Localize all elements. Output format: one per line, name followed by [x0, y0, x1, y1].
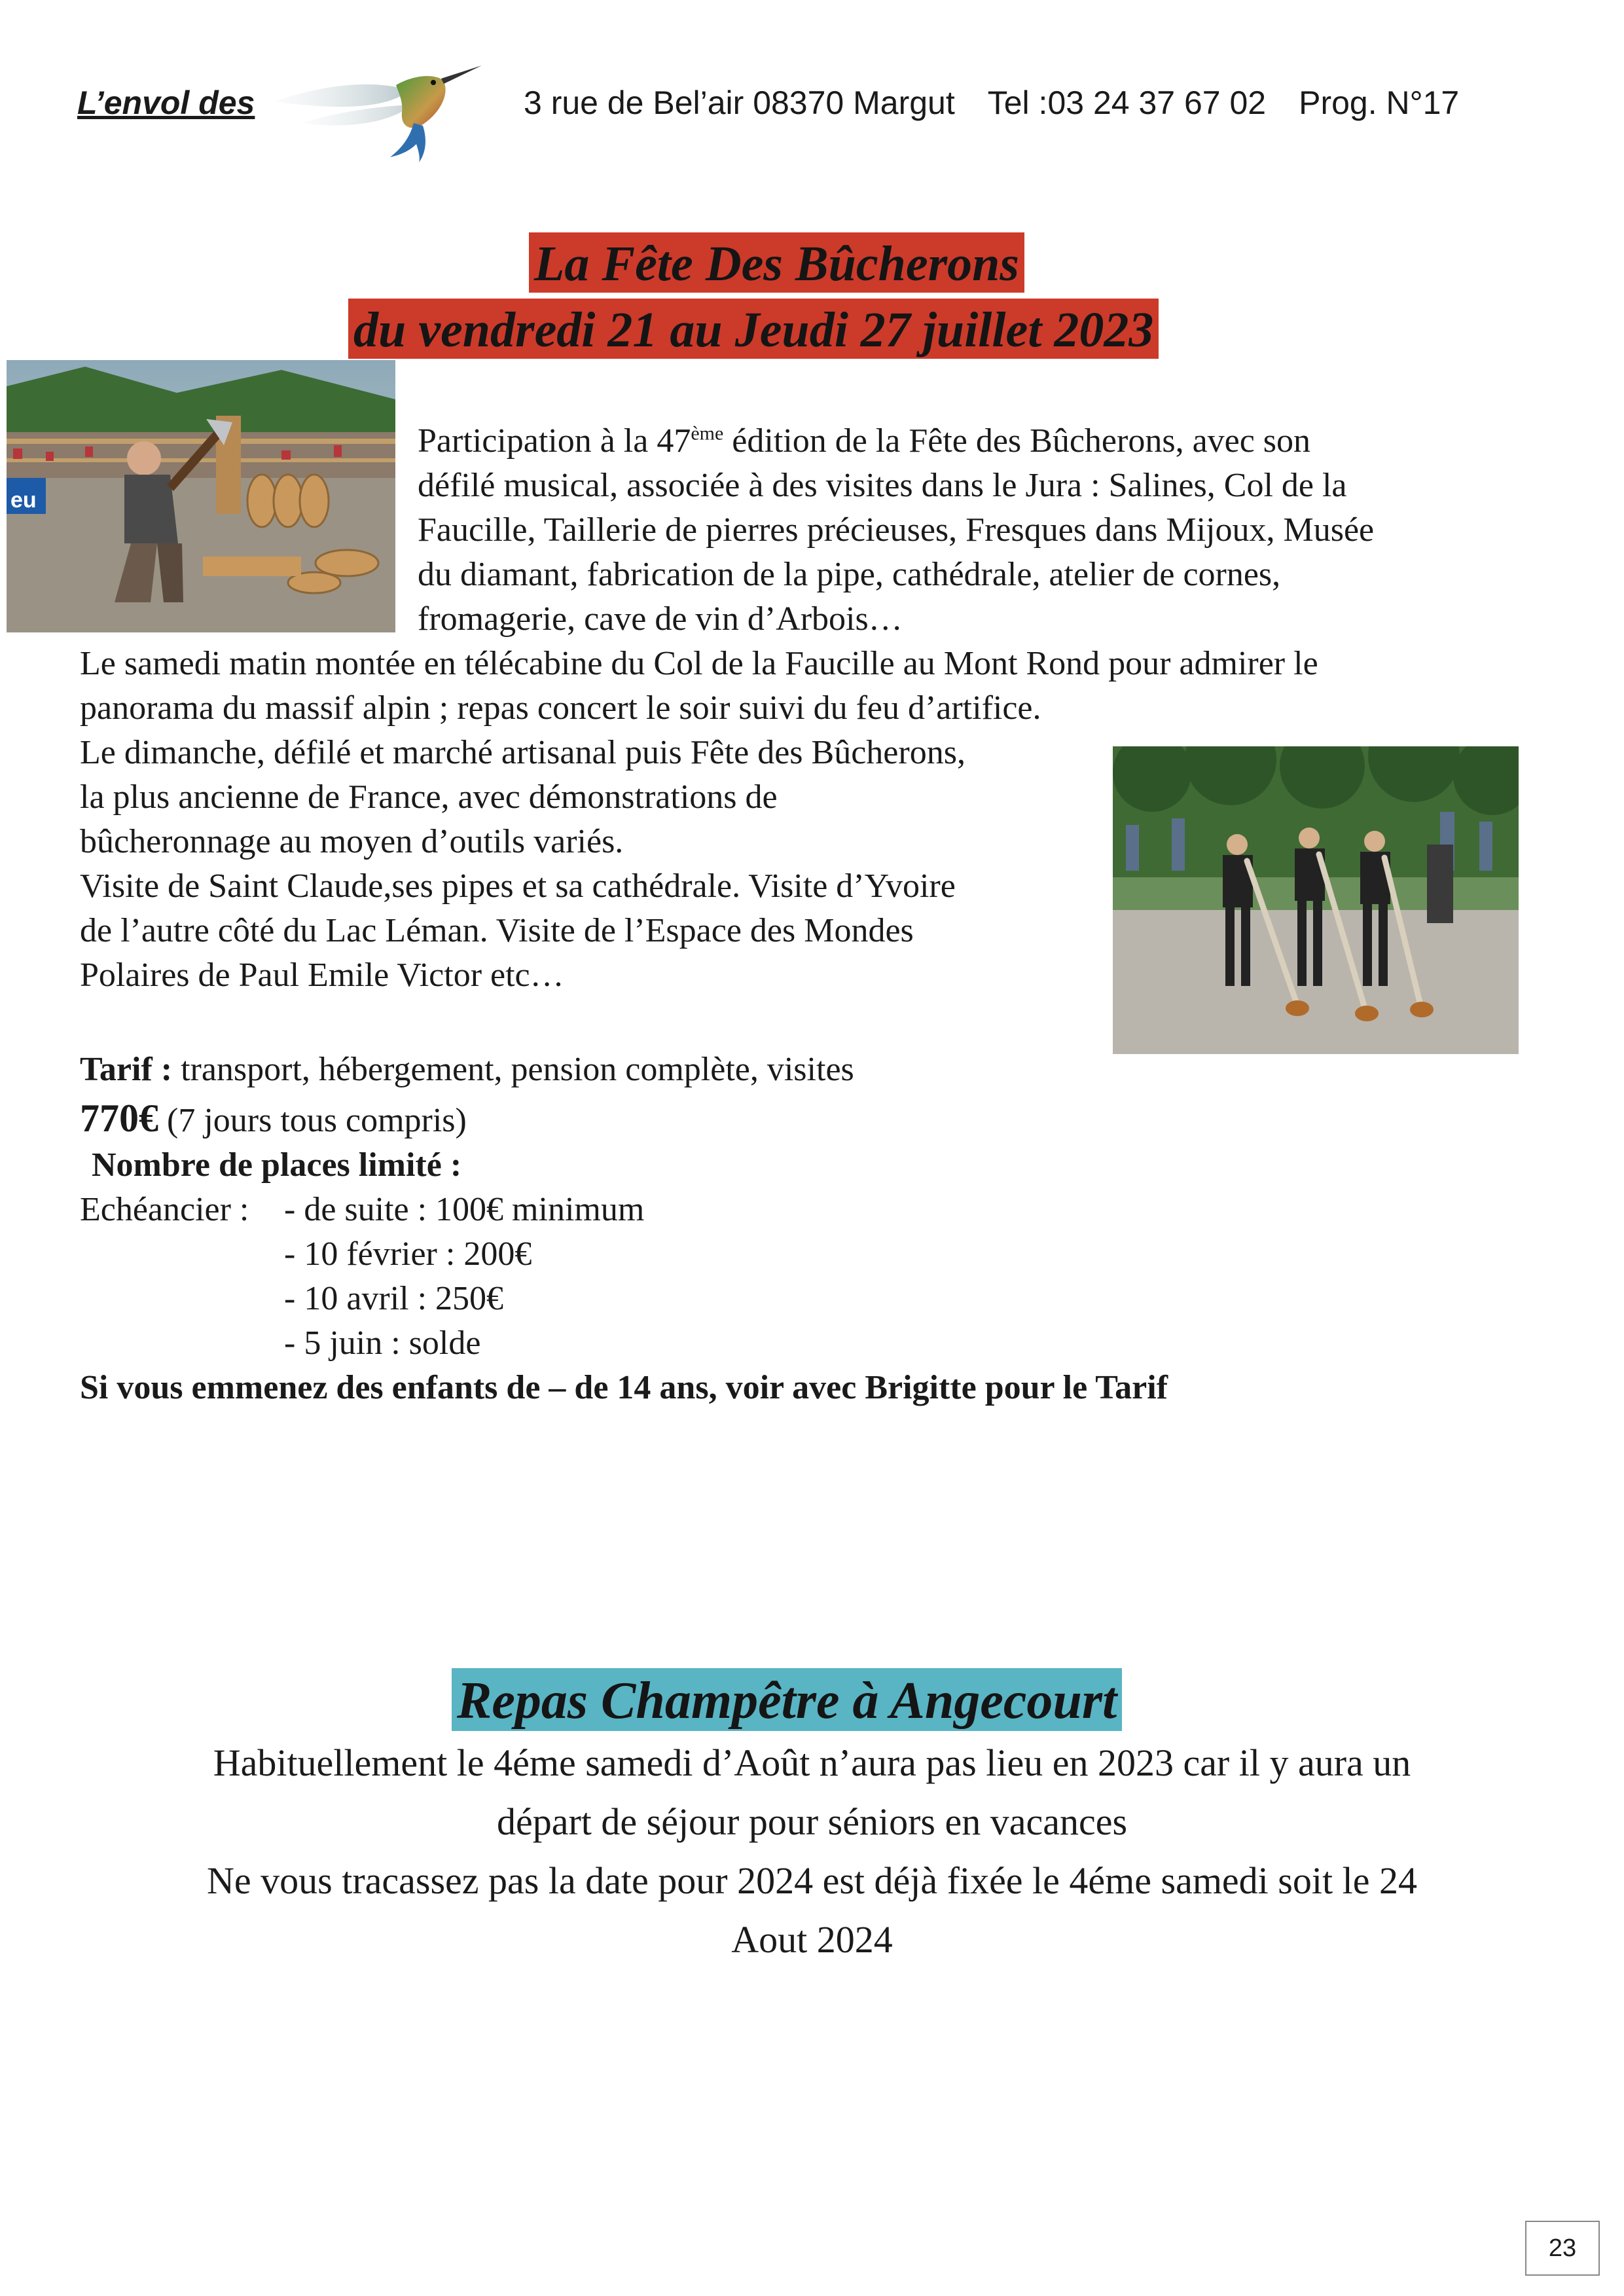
children-note: Si vous emmenez des enfants de – de 14 ans, voir avec Brigitte pour le Tarif [80, 1369, 1168, 1406]
event1-program-line: panorama du massif alpin ; repas concert le soir suivi du feu d’artifice. [80, 689, 1041, 727]
schedule-item: - 5 juin : solde [284, 1324, 481, 1362]
event1-intro-line: du diamant, fabrication de la pipe, cathédrale, atelier de cornes, [418, 556, 1281, 593]
event1-program-line: Le samedi matin montée en télécabine du Col de la Faucille au Mont Rond pour admirer le [80, 645, 1318, 682]
event1-program-line: Visite de Saint Claude,ses pipes et sa cathédrale. Visite d’Yvoire [80, 867, 956, 905]
event1-intro-line: Faucille, Taillerie de pierres précieuses, Fresques dans Mijoux, Musée [418, 511, 1375, 549]
event1-title-line1: La Fête Des Bûcherons [529, 232, 1024, 293]
hummingbird-icon [262, 39, 484, 164]
event1-program-line: la plus ancienne de France, avec démonstrations de [80, 778, 778, 816]
org-name: L’envol des [77, 84, 255, 121]
schedule-item: - 10 février : 200€ [284, 1235, 532, 1273]
event2-line: Ne vous tracassez pas la date pour 2024 est déjà fixée le 4éme samedi soit le 24 [207, 1859, 1417, 1902]
event2-line: Habituellement le 4éme samedi d’Août n’aura pas lieu en 2023 car il y aura un [213, 1741, 1411, 1784]
event1-program-line: Le dimanche, défilé et marché artisanal puis Fête des Bûcherons, [80, 734, 965, 771]
event1-title-line2: du vendredi 21 au Jeudi 27 juillet 2023 [348, 299, 1159, 359]
event1-intro [418, 419, 1374, 642]
header-prog: Prog. N°17 [1299, 84, 1460, 121]
header-address: 3 rue de Bel’air 08370 Margut [524, 84, 955, 121]
header-info [524, 84, 1459, 122]
event1-program-line: Polaires de Paul Emile Victor etc… [80, 957, 564, 994]
event2-title: Repas Champêtre à Angecourt [452, 1668, 1122, 1731]
event1-intro-line: Participation à la 47ème édition de la Fête des Bûcherons, avec son [418, 422, 1311, 460]
schedule-item: - de suite : 100€ minimum [284, 1191, 645, 1228]
event2-line: départ de séjour pour séniors en vacances [496, 1800, 1128, 1843]
event1-intro-line: défilé musical, associée à des visites dans le Jura : Salines, Col de la [418, 467, 1347, 504]
event1-program-line: de l’autre côté du Lac Léman. Visite de l’Espace des Mondes [80, 912, 914, 949]
event2-line: Aout 2024 [731, 1918, 893, 1961]
event1-program-line: bûcheronnage au moyen d’outils variés. [80, 823, 624, 860]
tarif-line [80, 1048, 854, 1092]
alphorn-photo [1113, 746, 1519, 1054]
price-line [80, 1096, 467, 1143]
lumberjack-photo [7, 360, 395, 632]
event1-intro-line: fromagerie, cave de vin d’Arbois… [418, 600, 903, 638]
places-limited: Nombre de places limité : [92, 1146, 462, 1184]
svg-text:eu: eu [10, 488, 37, 513]
header-tel: Tel :03 24 37 67 02 [987, 84, 1267, 121]
tarif-text: transport, hébergement, pension complète, visites [172, 1051, 854, 1088]
schedule-item: - 10 avril : 250€ [284, 1280, 504, 1317]
price: 770€ [80, 1097, 158, 1140]
tarif-label: Tarif : [80, 1051, 173, 1088]
schedule-label: Echéancier : [80, 1191, 249, 1228]
page-number: 23 [1525, 2221, 1600, 2276]
price-note: (7 jours tous compris) [158, 1102, 467, 1139]
